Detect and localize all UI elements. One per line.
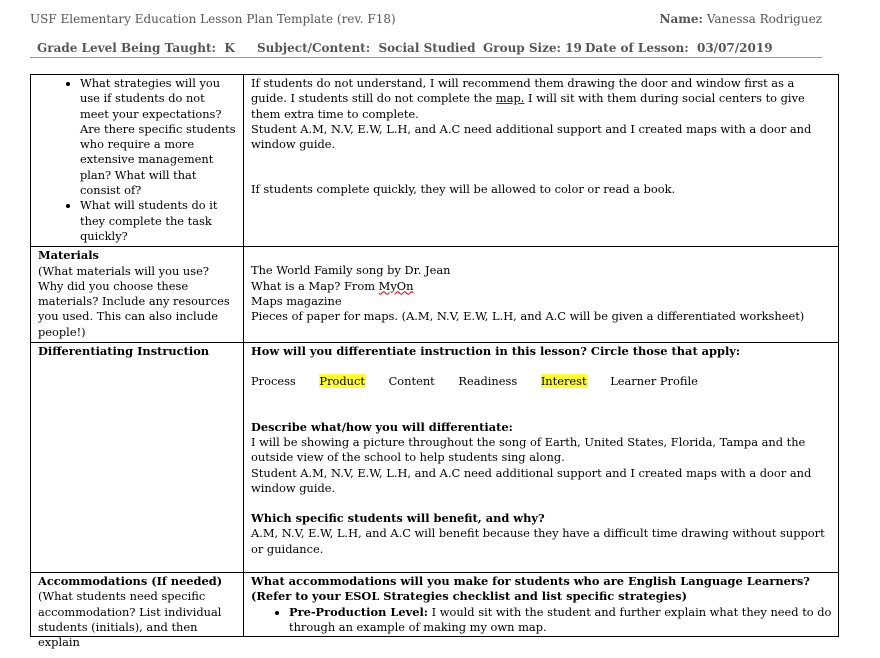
option-content: Content — [388, 374, 435, 389]
option-readiness: Readiness — [458, 374, 518, 389]
differentiation-title: Differentiating Instruction — [38, 344, 210, 359]
list-item: The World Family song by Dr. Jean — [251, 263, 451, 278]
ell-strategies-list — [251, 605, 832, 636]
materials-prompt-cell — [31, 247, 244, 343]
option-learner-profile: Learner Profile — [610, 374, 698, 389]
differentiation-response-cell — [244, 343, 839, 573]
strategies-response-cell — [244, 75, 839, 247]
ell-question: What accommodations will you make for students who are English Language Learners? (Refer to your ESOL Strategies checklist and list specific strategies) — [251, 574, 810, 604]
benefit-paragraph: A.M, N.V, E.W, L.H, and A.C will benefit because they have a difficult time drawing without support or guidance. — [251, 526, 825, 556]
materials-title: Materials — [38, 248, 99, 263]
option-process: Process — [251, 374, 296, 389]
materials-response-cell — [244, 247, 839, 343]
group-size: Group Size: 19 — [483, 41, 582, 55]
accommodations-title: Accommodations (If needed) — [38, 574, 223, 589]
lesson-date: Date of Lesson: 03/07/2019 — [585, 41, 773, 55]
list-item: What is a Map? From MyOn — [251, 278, 414, 293]
grade-level: Grade Level Being Taught: K — [37, 41, 235, 55]
list-item: • What will students do it they complete the task quickly? — [80, 198, 237, 244]
differentiation-options — [251, 374, 832, 389]
describe-support-paragraph: Student A.M, N.V, E.W, L.H, and A.C need additional support and I created maps with a door and window guide. — [251, 465, 812, 495]
lesson-meta-row — [30, 41, 822, 58]
option-interest: Interest — [540, 374, 587, 389]
author-name — [659, 12, 822, 26]
lesson-plan-table — [30, 74, 839, 650]
differentiation-question: How will you differentiate instruction in this lesson? Circle those that apply: — [251, 344, 741, 359]
option-product: Product — [319, 374, 365, 389]
table-row — [31, 343, 839, 573]
describe-heading: Describe what/how you will differentiate: — [251, 419, 513, 434]
accommodations-description: (What students need specific accommodation? List individual students (initials), and then explain — [38, 589, 222, 650]
early-finish-paragraph: If students complete quickly, they will be allowed to color or read a book. — [251, 182, 676, 197]
table-row — [31, 573, 839, 637]
strategies-prompt-cell — [31, 75, 244, 247]
list-item: Pieces of paper for maps. (A.M, N.V, E.W, L.H, and A.C will be given a differentiated worksheet) — [251, 309, 805, 324]
list-item: • What strategies will you use if students do not meet your expectations? Are there specific students who require a more extensive management plan? What will that consist of? — [80, 76, 237, 198]
template-title: USF Elementary Education Lesson Plan Template (rev. F18) — [30, 12, 396, 26]
table-row — [31, 75, 839, 247]
strategies-paragraph: If students do not understand, I will recommend them drawing the door and window first as a guide. I students still do not complete the map. I will sit with them during social centers to give them extra time to complete. — [251, 76, 805, 121]
benefit-heading: Which specific students will benefit, and why? — [251, 511, 545, 526]
table-row — [31, 247, 839, 343]
list-item: • Pre-Production Level: I would sit with the student and further explain what they need to do through an example of making my own map. — [289, 605, 832, 636]
accommodations-response-cell — [244, 573, 839, 637]
differentiation-prompt-cell — [31, 343, 244, 573]
subject-content: Subject/Content: Social Studied — [257, 41, 476, 55]
map-word: map. — [495, 91, 525, 106]
accommodations-prompt-cell — [31, 573, 244, 650]
materials-description: (What materials will you use? Why did you choose these materials? Include any resources you used. This can also include people!) — [38, 263, 230, 339]
name-label: Name: — [659, 12, 703, 26]
list-item: Maps magazine — [251, 293, 342, 308]
name-value: Vanessa Rodriguez — [706, 12, 822, 26]
support-paragraph: Student A.M, N.V, E.W, L.H, and A.C need additional support and I created maps with a door and window guide. — [251, 121, 812, 152]
describe-paragraph: I will be showing a picture throughout the song of Earth, United States, Florida, Tampa and the outside view of the school to help students sing along. — [251, 434, 806, 465]
strategies-prompt-list — [38, 76, 237, 244]
